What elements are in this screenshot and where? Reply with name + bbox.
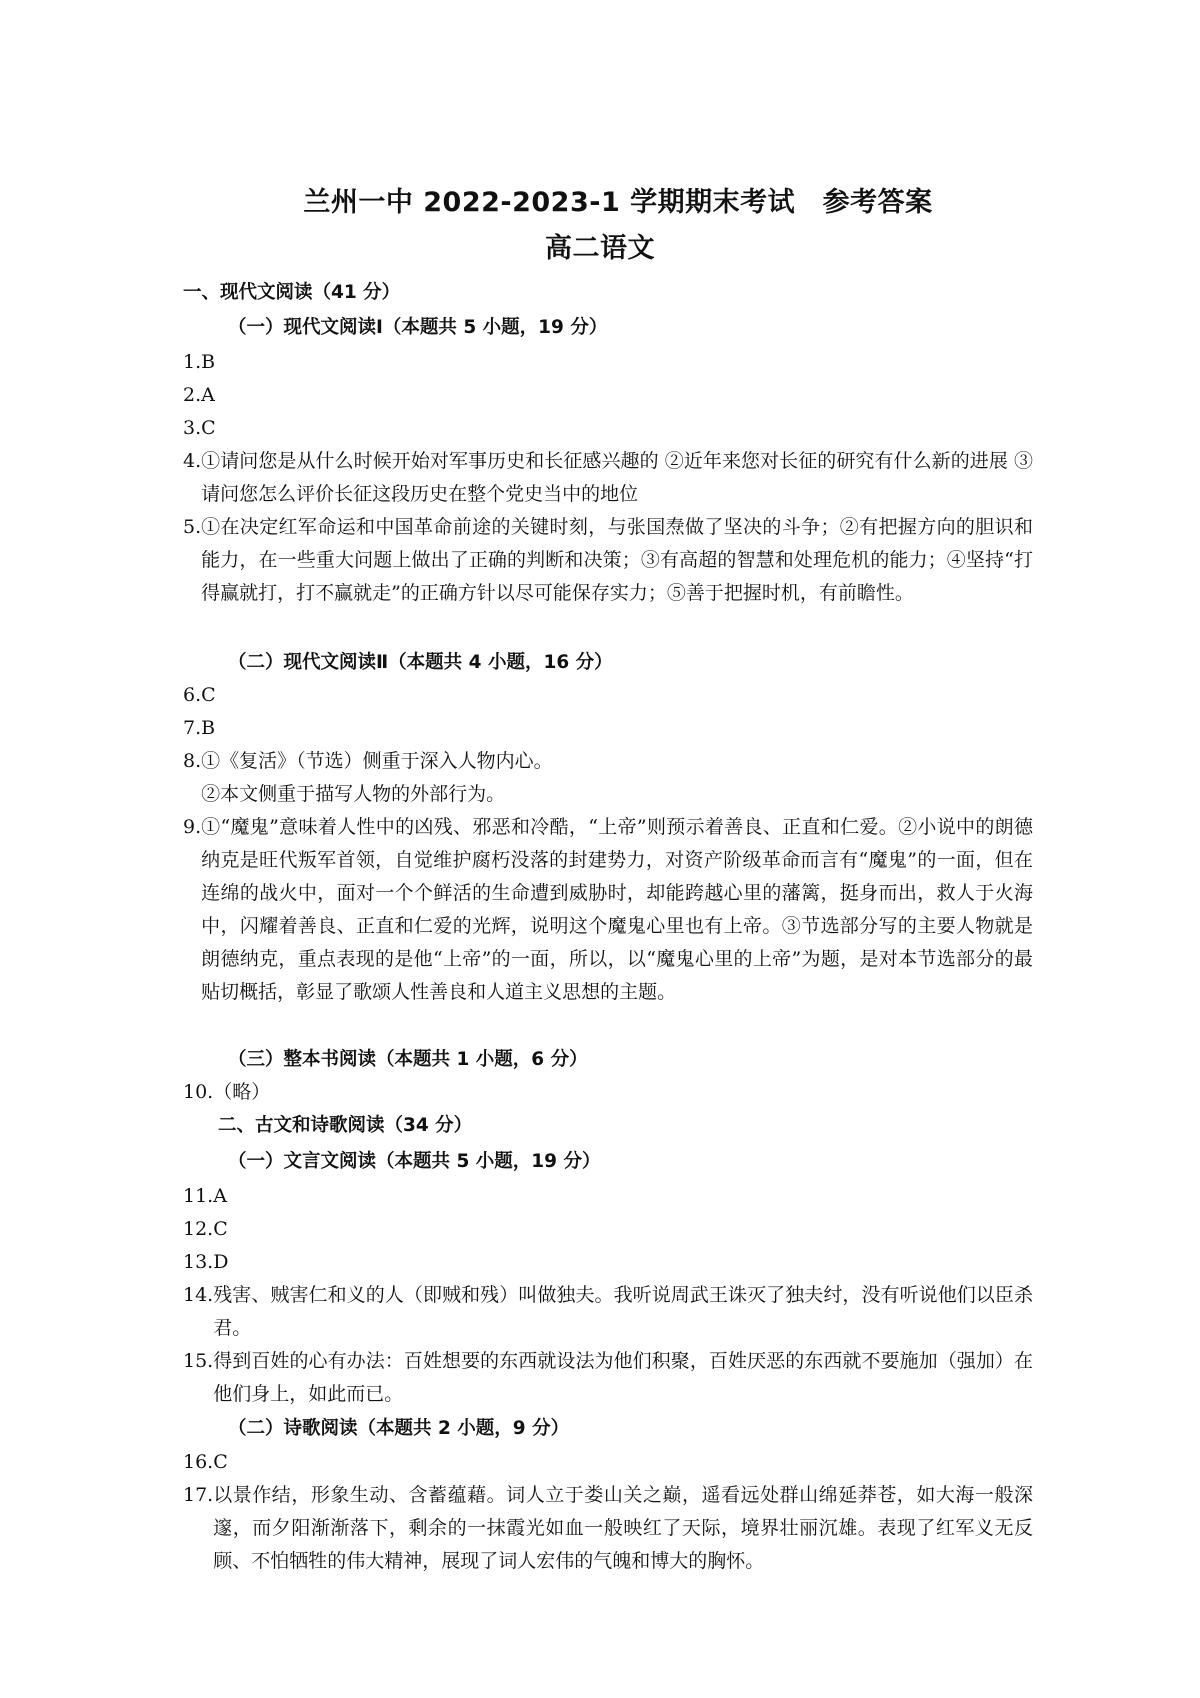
answer-text: 以景作结，形象生动、含蓄蕴藉。词人立于娄山关之巅，遥看远处群山绵延莽苍，如大海一般深邃，而夕阳渐渐落下，剩余的一抹霞光如血一般映红了天际，境界壮丽沉雄。表现了红军义无反顾、不怕牺牲的伟大精神，展现了词人宏伟的气魄和博大的胸怀。 <box>213 1484 1033 1572</box>
answer-item: 10.（略） <box>183 1081 271 1103</box>
answer-item <box>183 1345 1033 1411</box>
subsection-heading: （一）现代文阅读Ⅰ（本题共 5 小题，19 分） <box>228 317 608 338</box>
answer-item: 2.A <box>183 384 215 406</box>
answer-item: 7.B <box>183 717 216 739</box>
answer-item <box>183 811 1033 1009</box>
question-number: 9. <box>183 816 202 838</box>
answer-item <box>183 1479 1033 1578</box>
page-subtitle: 高二语文 <box>545 233 655 264</box>
subsection-heading: （一）文言文阅读（本题共 5 小题，19 分） <box>228 1151 601 1172</box>
answer-text: ①“魔鬼”意味着人性中的凶残、邪恶和冷酷，“上帝”则预示着善良、正直和仁爱。②小说中的朗德纳克是旺代叛军首领，自觉维护腐朽没落的封建势力，对资产阶级革命而言有“魔鬼”的一面，但在连绵的战火中，面对一个个鲜活的生命遭到威胁时，却能跨越心里的藩篱，挺身而出，救人于火海中，闪耀着善良、正直和仁爱的光辉，说明这个魔鬼心里也有上帝。③节选部分写的主要人物就是朗德纳克，重点表现的是他“上帝”的一面，所以，以“魔鬼心里的上帝”为题，是对本节选部分的最贴切概括，彰显了歌颂人性善良和人道主义思想的主题。 <box>201 816 1033 1003</box>
answer-text: ①在决定红军命运和中国革命前途的关键时刻，与张国焘做了坚决的斗争；②有把握方向的胆识和能力，在一些重大问题上做出了正确的判断和决策；③有高超的智慧和处理危机的能力；④坚持“打得赢就打，打不赢就走”的正确方针以尽可能保存实力；⑤善于把握时机，有前瞻性。 <box>201 516 1033 604</box>
subsection-heading: （三）整本书阅读（本题共 1 小题，6 分） <box>228 1049 588 1070</box>
answer-text: ①请问您是从什么时候开始对军事历史和长征感兴趣的 ②近年来您对长征的研究有什么新的进展 ③请问您怎么评价长征这段历史在整个党史当中的地位 <box>201 450 1033 505</box>
answer-item: 6.C <box>183 684 216 706</box>
question-number: 8. <box>183 750 202 772</box>
answer-item: 12.C <box>183 1218 228 1240</box>
answer-item <box>183 511 1033 610</box>
section-heading: 二、古文和诗歌阅读（34 分） <box>218 1115 473 1136</box>
answer-item: 16.C <box>183 1451 228 1473</box>
answer-item <box>183 1279 1033 1345</box>
answer-text: 残害、贼害仁和义的人（即贼和残）叫做独夫。我听说周武王诛灭了独夫纣，没有听说他们以臣杀君。 <box>213 1284 1033 1339</box>
question-number: 14. <box>183 1284 214 1306</box>
page-title: 兰州一中 2022-2023-1 学期期末考试 参考答案 <box>303 187 933 218</box>
answer-text: 得到百姓的心有办法：百姓想要的东西就设法为他们积聚，百姓厌恶的东西就不要施加（强加）在他们身上，如此而已。 <box>213 1350 1033 1405</box>
question-number: 4. <box>183 450 202 472</box>
subsection-heading: （二）现代文阅读Ⅱ（本题共 4 小题，16 分） <box>228 652 613 673</box>
answer-item: 13.D <box>183 1251 229 1273</box>
answer-item: 1.B <box>183 351 216 373</box>
answer-item: 11.A <box>183 1185 227 1207</box>
subsection-heading: （二）诗歌阅读（本题共 2 小题，9 分） <box>228 1418 570 1439</box>
question-number: 15. <box>183 1350 214 1372</box>
answer-item <box>183 745 1033 811</box>
question-number: 17. <box>183 1484 214 1506</box>
section-heading: 一、现代文阅读（41 分） <box>183 282 401 303</box>
answer-item: 3.C <box>183 417 216 439</box>
question-number: 5. <box>183 516 202 538</box>
answer-item <box>183 445 1033 511</box>
answer-text: ②本文侧重于描写人物的外部行为。 <box>201 783 506 805</box>
answer-text: ①《复活》（节选）侧重于深入人物内心。 <box>201 750 553 772</box>
